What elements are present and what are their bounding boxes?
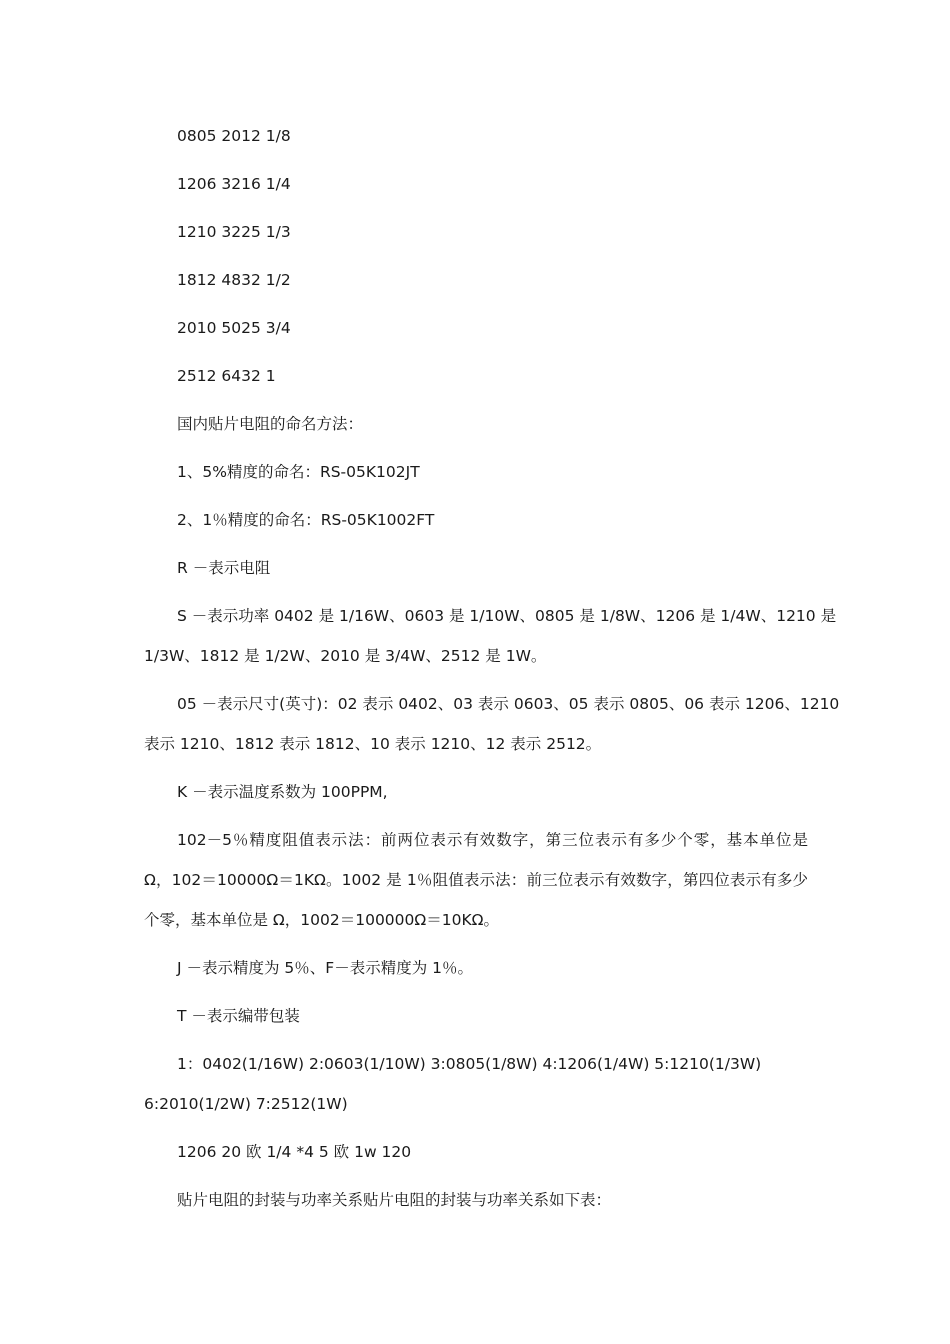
code-r-description: R －表示电阻 [177, 559, 271, 577]
code-102-description-line-1: 102－5％精度阻值表示法：前两位表示有效数字，第三位表示有多少个零，基本单位是 [177, 831, 808, 849]
code-j-f-description: J －表示精度为 5％、F－表示精度为 1％。 [177, 959, 473, 977]
code-k-description: K －表示温度系数为 100PPM, [177, 783, 388, 801]
package-list-line-1: 1：0402(1/16W) 2:0603(1/10W) 3:0805(1/8W) 4:1206(1/4W) 5:1210(1/3W) [177, 1055, 762, 1073]
size-row-0805: 0805 2012 1/8 [177, 127, 291, 145]
package-power-table-intro: 贴片电阻的封装与功率关系贴片电阻的封装与功率关系如下表： [177, 1191, 612, 1209]
code-t-description: T －表示编带包装 [177, 1007, 300, 1025]
code-s-description-line-2: 1/3W、1812 是 1/2W、2010 是 3/4W、2512 是 1W。 [144, 647, 547, 665]
size-row-1206: 1206 3216 1/4 [177, 175, 291, 193]
package-list-line-2: 6:2010(1/2W) 7:2512(1W) [144, 1095, 348, 1113]
code-05-description-line-1: 05 －表示尺寸(英寸)：02 表示 0402、03 表示 0603、05 表示 0805、06 表示 1206、1210 [177, 695, 840, 713]
code-05-description-line-2: 表示 1210、1812 表示 1812、10 表示 1210、12 表示 2512。 [144, 735, 602, 753]
naming-method-heading: 国内贴片电阻的命名方法： [177, 415, 364, 433]
size-row-1812: 1812 4832 1/2 [177, 271, 291, 289]
size-row-1210: 1210 3225 1/3 [177, 223, 291, 241]
code-s-description-line-1: S －表示功率 0402 是 1/16W、0603 是 1/10W、0805 是 1/8W、1206 是 1/4W、1210 是 [177, 607, 837, 625]
size-row-2010: 2010 5025 3/4 [177, 319, 291, 337]
naming-1-percent: 2、1％精度的命名：RS-05K1002FT [177, 511, 435, 529]
note-1206-line: 1206 20 欧 1/4 *4 5 欧 1w 120 [177, 1143, 412, 1161]
code-102-description-line-3: 个零，基本单位是 Ω，1002＝100000Ω＝10KΩ。 [144, 911, 499, 929]
code-102-description-line-2: Ω，102＝10000Ω＝1KΩ。1002 是 1％阻值表示法：前三位表示有效数字，第四位表示有多少 [144, 871, 808, 889]
naming-5-percent: 1、5%精度的命名：RS-05K102JT [177, 463, 420, 481]
size-row-2512: 2512 6432 1 [177, 367, 276, 385]
